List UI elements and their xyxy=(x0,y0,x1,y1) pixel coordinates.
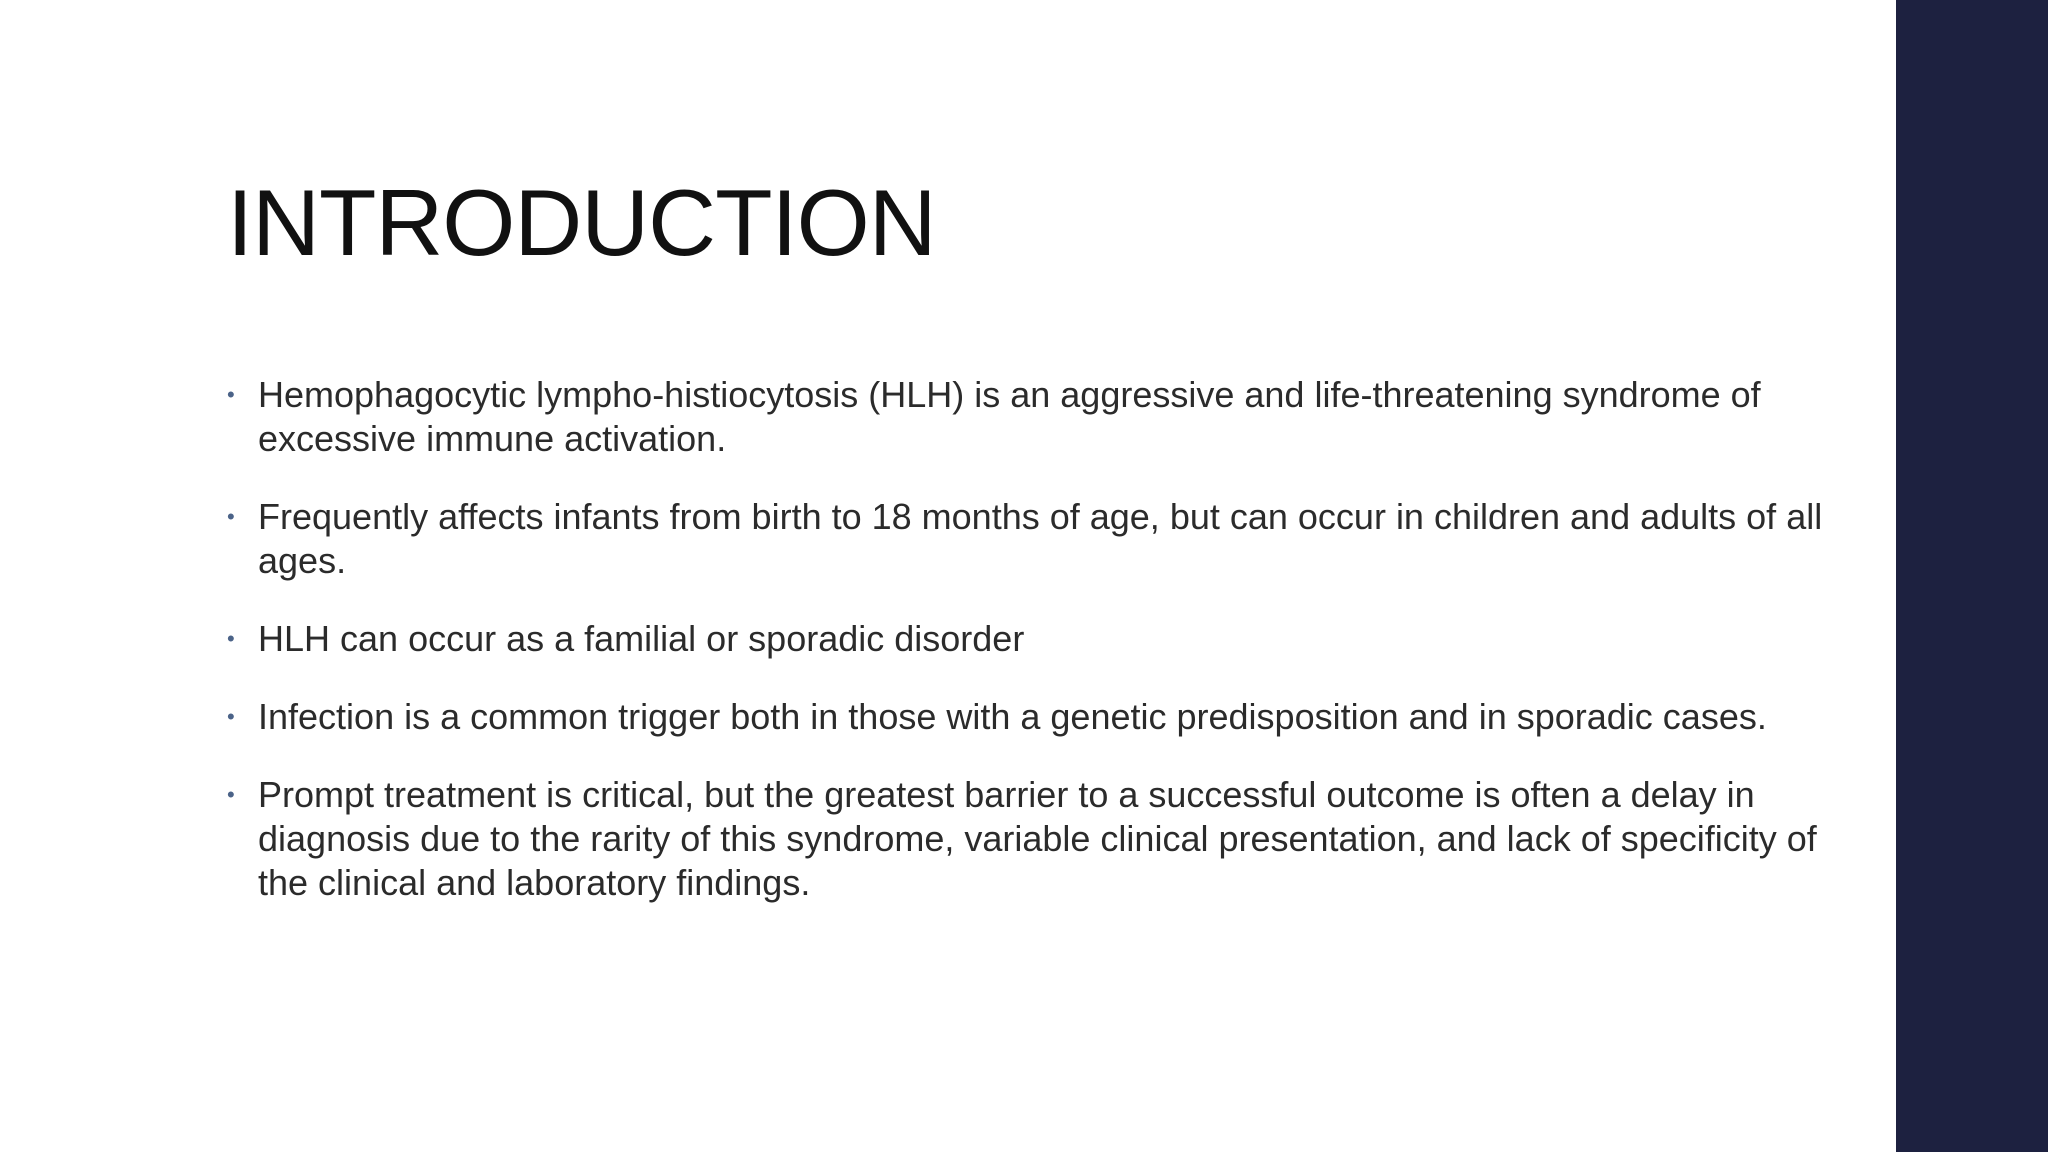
bullet-item xyxy=(227,773,1867,905)
bullet-text: Prompt treatment is critical, but the greatest barrier to a successful outcome is often a delay in diagnosis due to the rarity of this syndrome, variable clinical presentation, and lack of specificity of the clinical and laboratory findings. xyxy=(258,774,1817,903)
bullet-icon: • xyxy=(227,704,235,729)
bullet-text: Hemophagocytic lympho-histiocytosis (HLH) is an aggressive and life-threatening syndrome of excessive immune activation. xyxy=(258,374,1761,459)
bullet-text: Frequently affects infants from birth to 18 months of age, but can occur in children and adults of all ages. xyxy=(258,496,1823,581)
bullet-item xyxy=(227,695,1867,739)
bullet-item xyxy=(227,617,1867,661)
bullet-item xyxy=(227,373,1867,461)
bullet-item xyxy=(227,495,1867,583)
bullet-list xyxy=(227,373,1867,939)
bullet-icon: • xyxy=(227,626,235,651)
slide-title: INTRODUCTION xyxy=(227,170,936,275)
bullet-text: Infection is a common trigger both in those with a genetic predisposition and in sporadic cases. xyxy=(258,696,1767,737)
bullet-icon: • xyxy=(227,382,235,407)
bullet-text: HLH can occur as a familial or sporadic disorder xyxy=(258,618,1025,659)
bullet-icon: • xyxy=(227,782,235,807)
bullet-icon: • xyxy=(227,504,235,529)
side-accent-bar xyxy=(1896,0,2048,1152)
